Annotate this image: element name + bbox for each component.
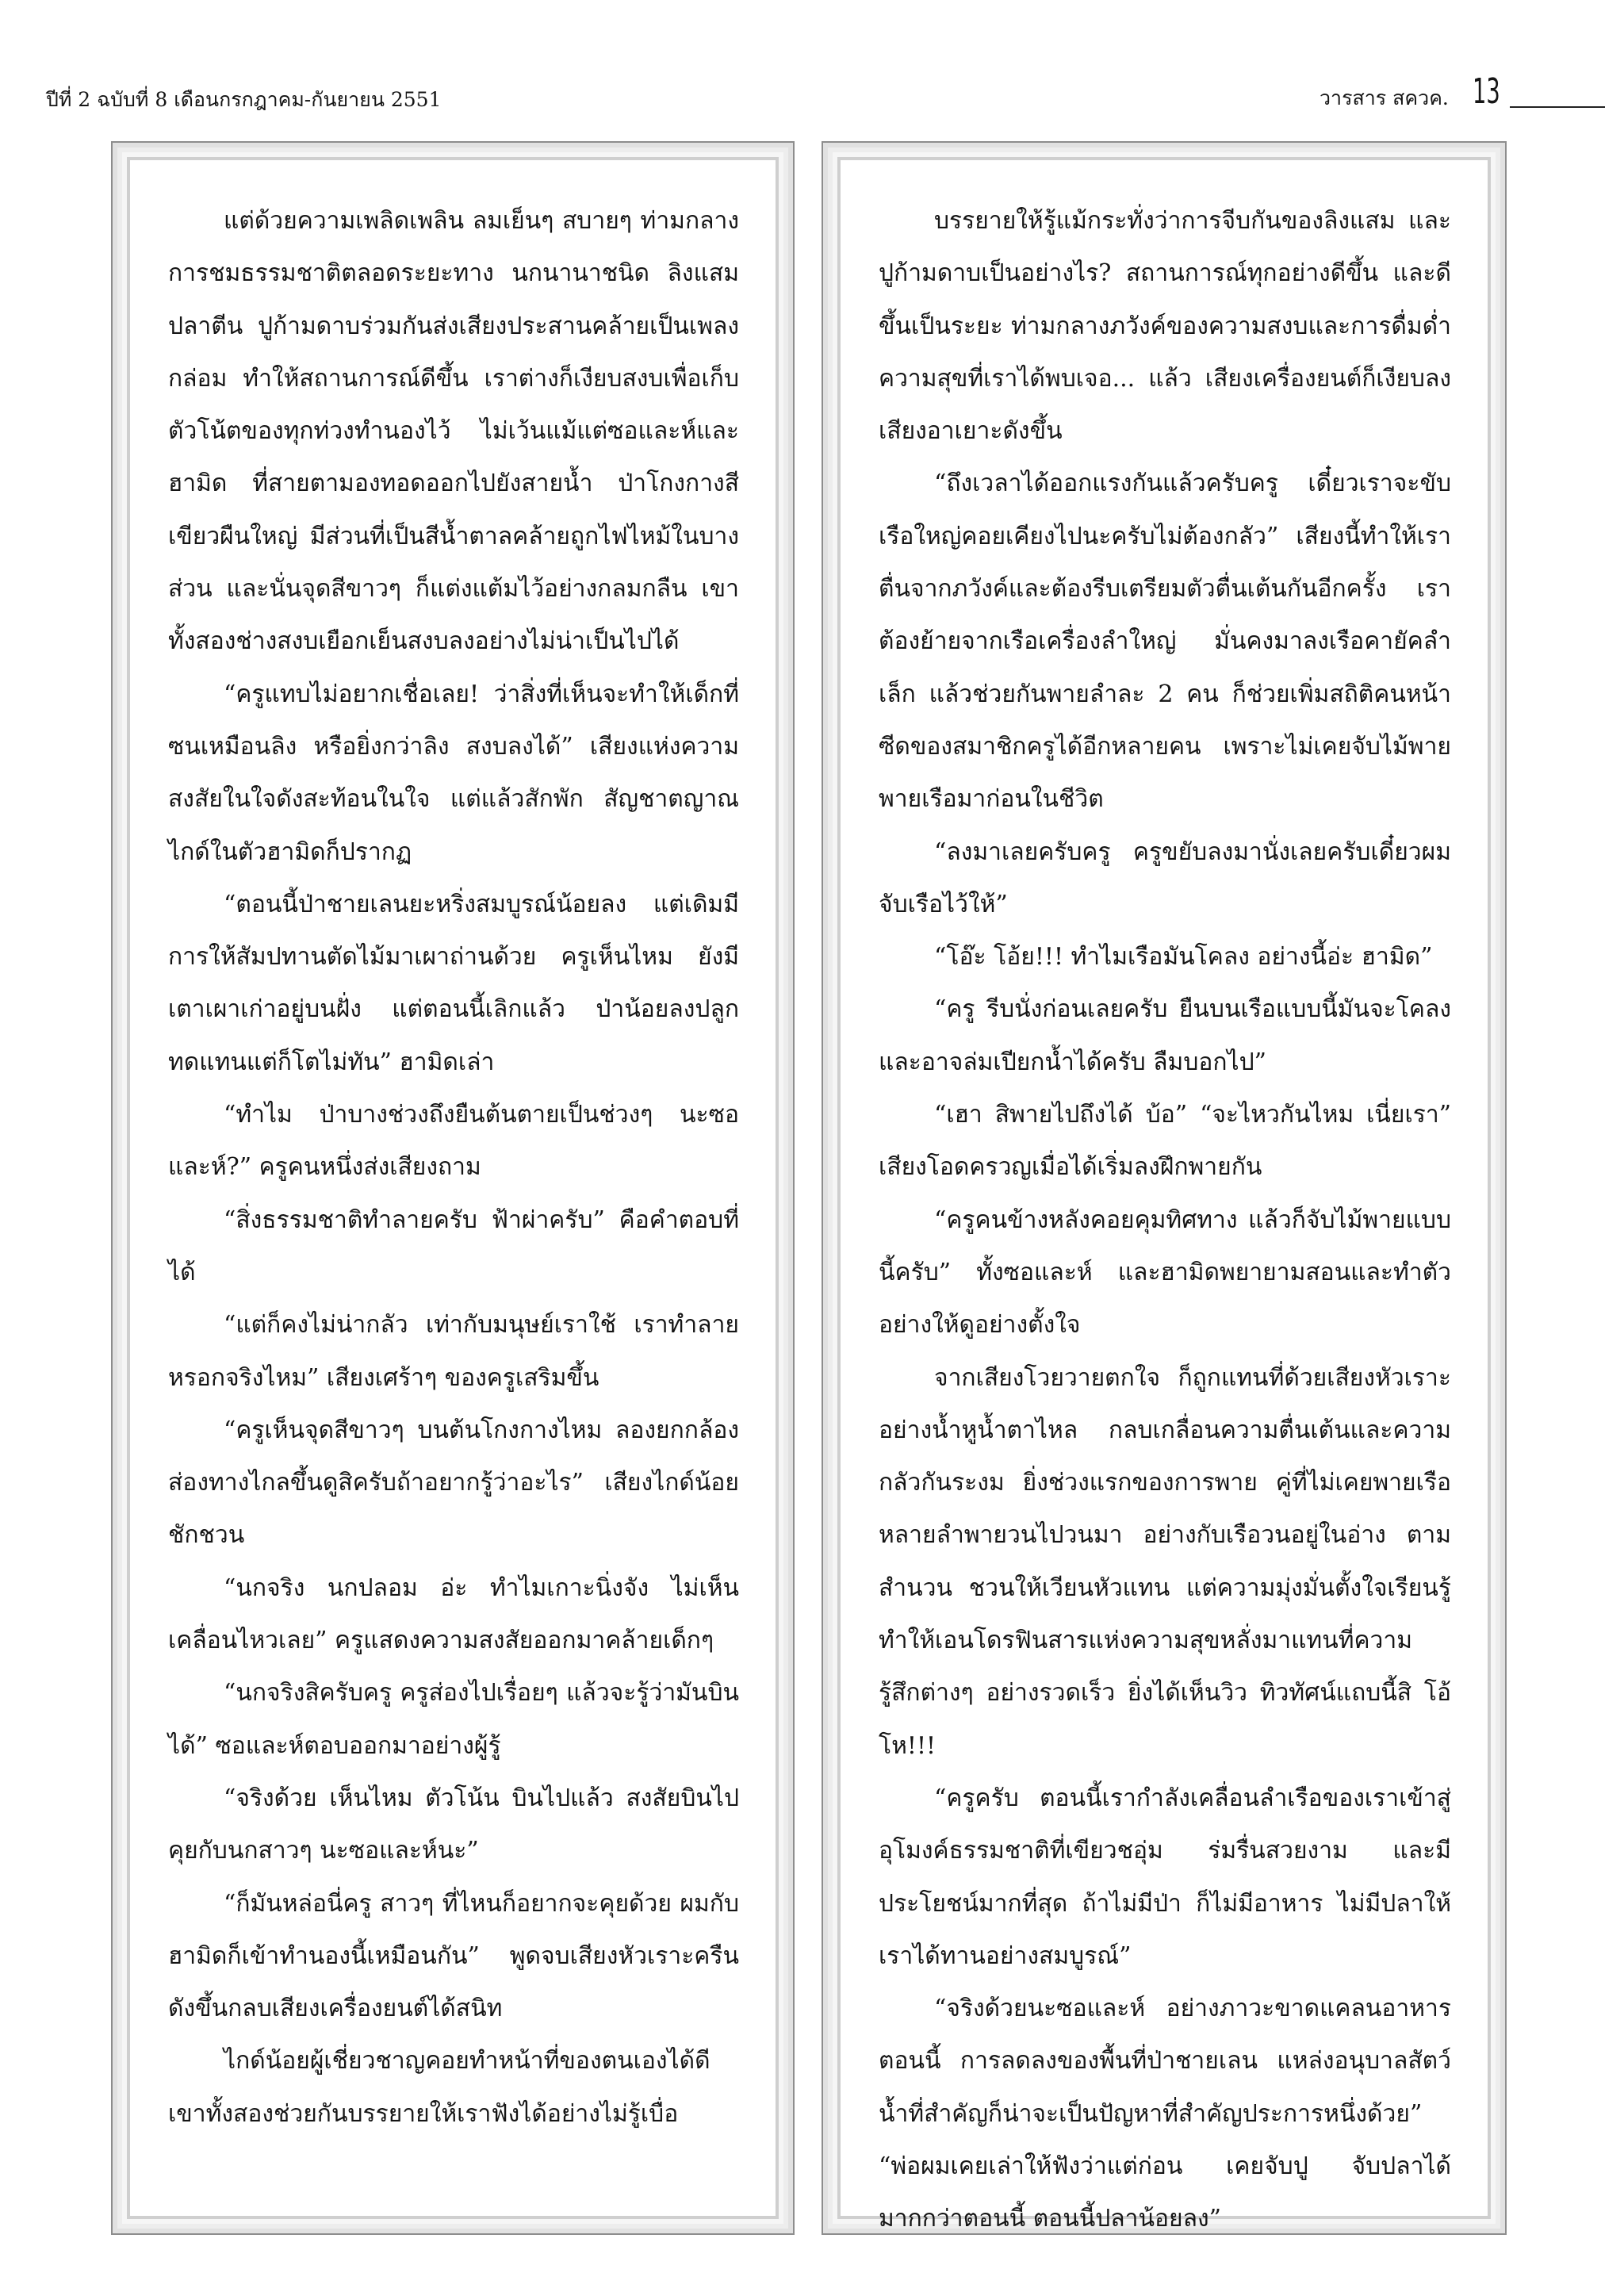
paragraph: “นกจริง นกปลอม อ่ะ ทำไมเกาะนิ่งจัง ไม่เห็นเคลื่อนไหวเลย” ครูแสดงความสงสัยออกมาคล้ายเด็กๆ — [168, 1573, 739, 1655]
paragraph: “ครูแทบไม่อยากเชื่อเลย! ว่าสิ่งที่เห็นจะทำให้เด็กที่ซนเหมือนลิง หรือยิ่งกว่าลิง สงบลงได้” เสียงแห่งความสงสัยในใจดังสะท้อนในใจ แต่แล้วสักพัก สัญชาตญาณไกด์ในตัวฮามิดก็ปรากฏ — [168, 680, 739, 866]
right-column-text — [841, 160, 1488, 2233]
paragraph: “ถึงเวลาได้ออกแรงกันแล้วครับครู เดี๋ยวเราจะขับเรือใหญ่คอยเคียงไปนะครับไม่ต้องกลัว” เสียงนี้ทำให้เราตื่นจากภวังค์และต้องรีบเตรียมตัวตื่นเต้นกันอีกครั้ง เราต้องย้ายจากเรือเครื่องลำใหญ่ มั่นคงมาลงเรือคายัคลำเล็ก แล้วช่วยกันพายลำละ 2 คน ก็ช่วยเพิ่มสถิติคนหน้าซีดของสมาชิกครูได้อีกหลายคน เพราะไม่เคยจับไม้พาย พายเรือมาก่อนในชีวิต — [879, 470, 1451, 814]
paragraph: “ครูคนข้างหลังคอยคุมทิศทาง แล้วก็จับไม้พายแบบนี้ครับ” ทั้งซอและห์ และฮามิดพยายามสอนและทำตัวอย่างให้ดูอย่างตั้งใจ — [879, 1205, 1451, 1340]
left-column-text — [130, 160, 776, 2216]
paragraph: “ทำไม ป่าบางช่วงถึงยืนต้นตายเป็นช่วงๆ นะซอและห์?” ครูคนหนึ่งส่งเสียงถาม — [168, 1101, 739, 1182]
paragraph: “นกจริงสิครับครู ครูส่องไปเรื่อยๆ แล้วจะรู้ว่ามันบินได้” ซอและห์ตอบออกมาอย่างผู้รู้ — [168, 1679, 739, 1760]
paragraph: “เฮา สิพายไปถึงได้ บ้อ” “จะไหวกันไหม เนี่ยเรา” เสียงโอดครวญเมื่อได้เริ่มลงฝึกพายกัน — [879, 1101, 1451, 1182]
header-rule — [1510, 106, 1605, 108]
paragraph: “จริงด้วยนะซอและห์ อย่างภาวะขาดแคลนอาหารตอนนี้ การลดลงของพื้นที่ป่าชายเลน แหล่งอนุบาลสัตว์น้ำที่สำคัญก็น่าจะเป็นปัญหาที่สำคัญประการหนึ่งด้วย” “พ่อผมเคยเล่าให้ฟังว่าแต่ก่อน เคยจับปู จับปลาได้มากกว่าตอนนี้ ตอนนี้ปลาน้อยลง” — [879, 1995, 1451, 2233]
issue-info: ปีที่ 2 ฉบับที่ 8 เดือนกรกฎาคม-กันยายน 2551 — [46, 88, 442, 111]
paragraph: “แต่ก็คงไม่น่ากลัว เท่ากับมนุษย์เราใช้ เราทำลายหรอกจริงไหม” เสียงเศร้าๆ ของครูเสริมขึ้น — [168, 1311, 739, 1392]
paragraph: “ตอนนี้ป่าชายเลนยะหริ่งสมบูรณ์น้อยลง แต่เดิมมีการให้สัมปทานตัดไม้มาเผาถ่านด้วย ครูเห็นไหม ยังมีเตาเผาเก่าอยู่บนฝั่ง แต่ตอนนี้เลิกแล้ว ป่าน้อยลงปลูกทดแทนแต่ก็โตไม่ทัน” ฮามิดเล่า — [168, 890, 739, 1076]
paragraph: “ลงมาเลยครับครู ครูขยับลงมานั่งเลยครับเดี๋ยวผมจับเรือไว้ให้” — [879, 837, 1451, 918]
paragraph: “สิ่งธรรมชาติทำลายครับ ฟ้าผ่าครับ” คือคำตอบที่ได้ — [168, 1205, 739, 1286]
paragraph: บรรยายให้รู้แม้กระทั่งว่าการจีบกันของลิงแสม และปูก้ามดาบเป็นอย่างไร? สถานการณ์ทุกอย่างดีขึ้น และดีขึ้นเป็นระยะ ท่ามกลางภวังค์ของความสงบและการดื่มด่ำความสุขที่เราได้พบเจอ... แล้ว เสียงเครื่องยนต์ก็เงียบลง เสียงอาเยาะดังขึ้น — [879, 207, 1451, 446]
paragraph: ไกด์น้อยผู้เชี่ยวชาญคอยทำหน้าที่ของตนเองได้ดี เขาทั้งสองช่วยกันบรรยายให้เราฟังได้อย่างไม่รู้เบื่อ — [168, 2047, 710, 2128]
left-column-panel — [111, 141, 795, 2235]
right-column-inner — [841, 160, 1488, 2233]
page-number: 13 — [1473, 71, 1500, 112]
journal-title: วารสาร สควค. — [1320, 86, 1449, 109]
paragraph: แต่ด้วยความเพลิดเพลิน ลมเย็นๆ สบายๆ ท่ามกลางการชมธรรมชาติตลอดระยะทาง นกนานาชนิด ลิงแสม ปลาตีน ปูก้ามดาบร่วมกันส่งเสียงประสานคล้ายเป็นเพลงกล่อม ทำให้สถานการณ์ดีขึ้น เราต่างก็เงียบสงบเพื่อเก็บตัวโน้ตของทุกท่วงทำนองไว้ ไม่เว้นแม้แต่ซอและห์และฮามิด ที่สายตามองทอดออกไปยังสายน้ำ ป่าโกงกางสีเขียวผืนใหญ่ มีส่วนที่เป็นสีน้ำตาลคล้ายถูกไฟไหม้ในบางส่วน และนั่นจุดสีขาวๆ ก็แต่งแต้มไว้อย่างกลมกลืน เขาทั้งสองช่างสงบเยือกเย็นสงบลงอย่างไม่น่าเป็นไปได้ — [168, 207, 739, 656]
paragraph: “ก็มันหล่อนี่ครู สาวๆ ที่ไหนก็อยากจะคุยด้วย ผมกับฮามิดก็เข้าทำนองนี้เหมือนกัน” พูดจบเสียงหัวเราะครืนดังขึ้นกลบเสียงเครื่องยนต์ได้สนิท — [168, 1889, 739, 2023]
right-column-panel — [822, 141, 1507, 2235]
paragraph: “ครู รีบนั่งก่อนเลยครับ ยืนบนเรือแบบนี้มันจะโคลงและอาจล่มเปียกน้ำได้ครับ ลืมบอกไป” — [879, 995, 1451, 1076]
paragraph: “ครูครับ ตอนนี้เรากำลังเคลื่อนลำเรือของเราเข้าสู่อุโมงค์ธรรมชาติที่เขียวชอุ่ม ร่มรื่นสวยงาม และมีประโยชน์มากที่สุด ถ้าไม่มีป่า ก็ไม่มีอาหาร ไม่มีปลาให้เราได้ทานอย่างสมบูรณ์” — [879, 1784, 1451, 1970]
paragraph: “จริงด้วย เห็นไหม ตัวโน้น บินไปแล้ว สงสัยบินไปคุยกับนกสาวๆ นะซอและห์นะ” — [168, 1784, 739, 1865]
paragraph: “ครูเห็นจุดสีขาวๆ บนต้นโกงกางไหม ลองยกกล้องส่องทางไกลขึ้นดูสิครับถ้าอยากรู้ว่าอะไร” เสียงไกด์น้อยชักชวน — [168, 1416, 739, 1550]
paragraph: จากเสียงโวยวายตกใจ ก็ถูกแทนที่ด้วยเสียงหัวเราะอย่างน้ำหูน้ำตาไหล กลบเกลื่อนความตื่นเต้นและความกลัวกันระงม ยิ่งช่วงแรกของการพาย คู่ที่ไม่เคยพายเรือ หลายลำพายวนไปวนมา อย่างกับเรือวนอยู่ในอ่าง ตามสำนวน ชวนให้เวียนหัวแทน แต่ความมุ่งมั่นตั้งใจเรียนรู้ทำให้เอนโดรฟินสารแห่งความสุขหลั่งมาแทนที่ความรู้สึกต่างๆ อย่างรวดเร็ว ยิ่งได้เห็นวิว ทิวทัศน์แถบนี้สิ โอ้โห!!! — [879, 1363, 1451, 1760]
left-column-inner — [130, 160, 776, 2216]
paragraph: “โอ๊ะ โอ้ย!!! ทำไมเรือมันโคลง อย่างนี้อ่ะ ฮามิด” — [934, 943, 1433, 972]
